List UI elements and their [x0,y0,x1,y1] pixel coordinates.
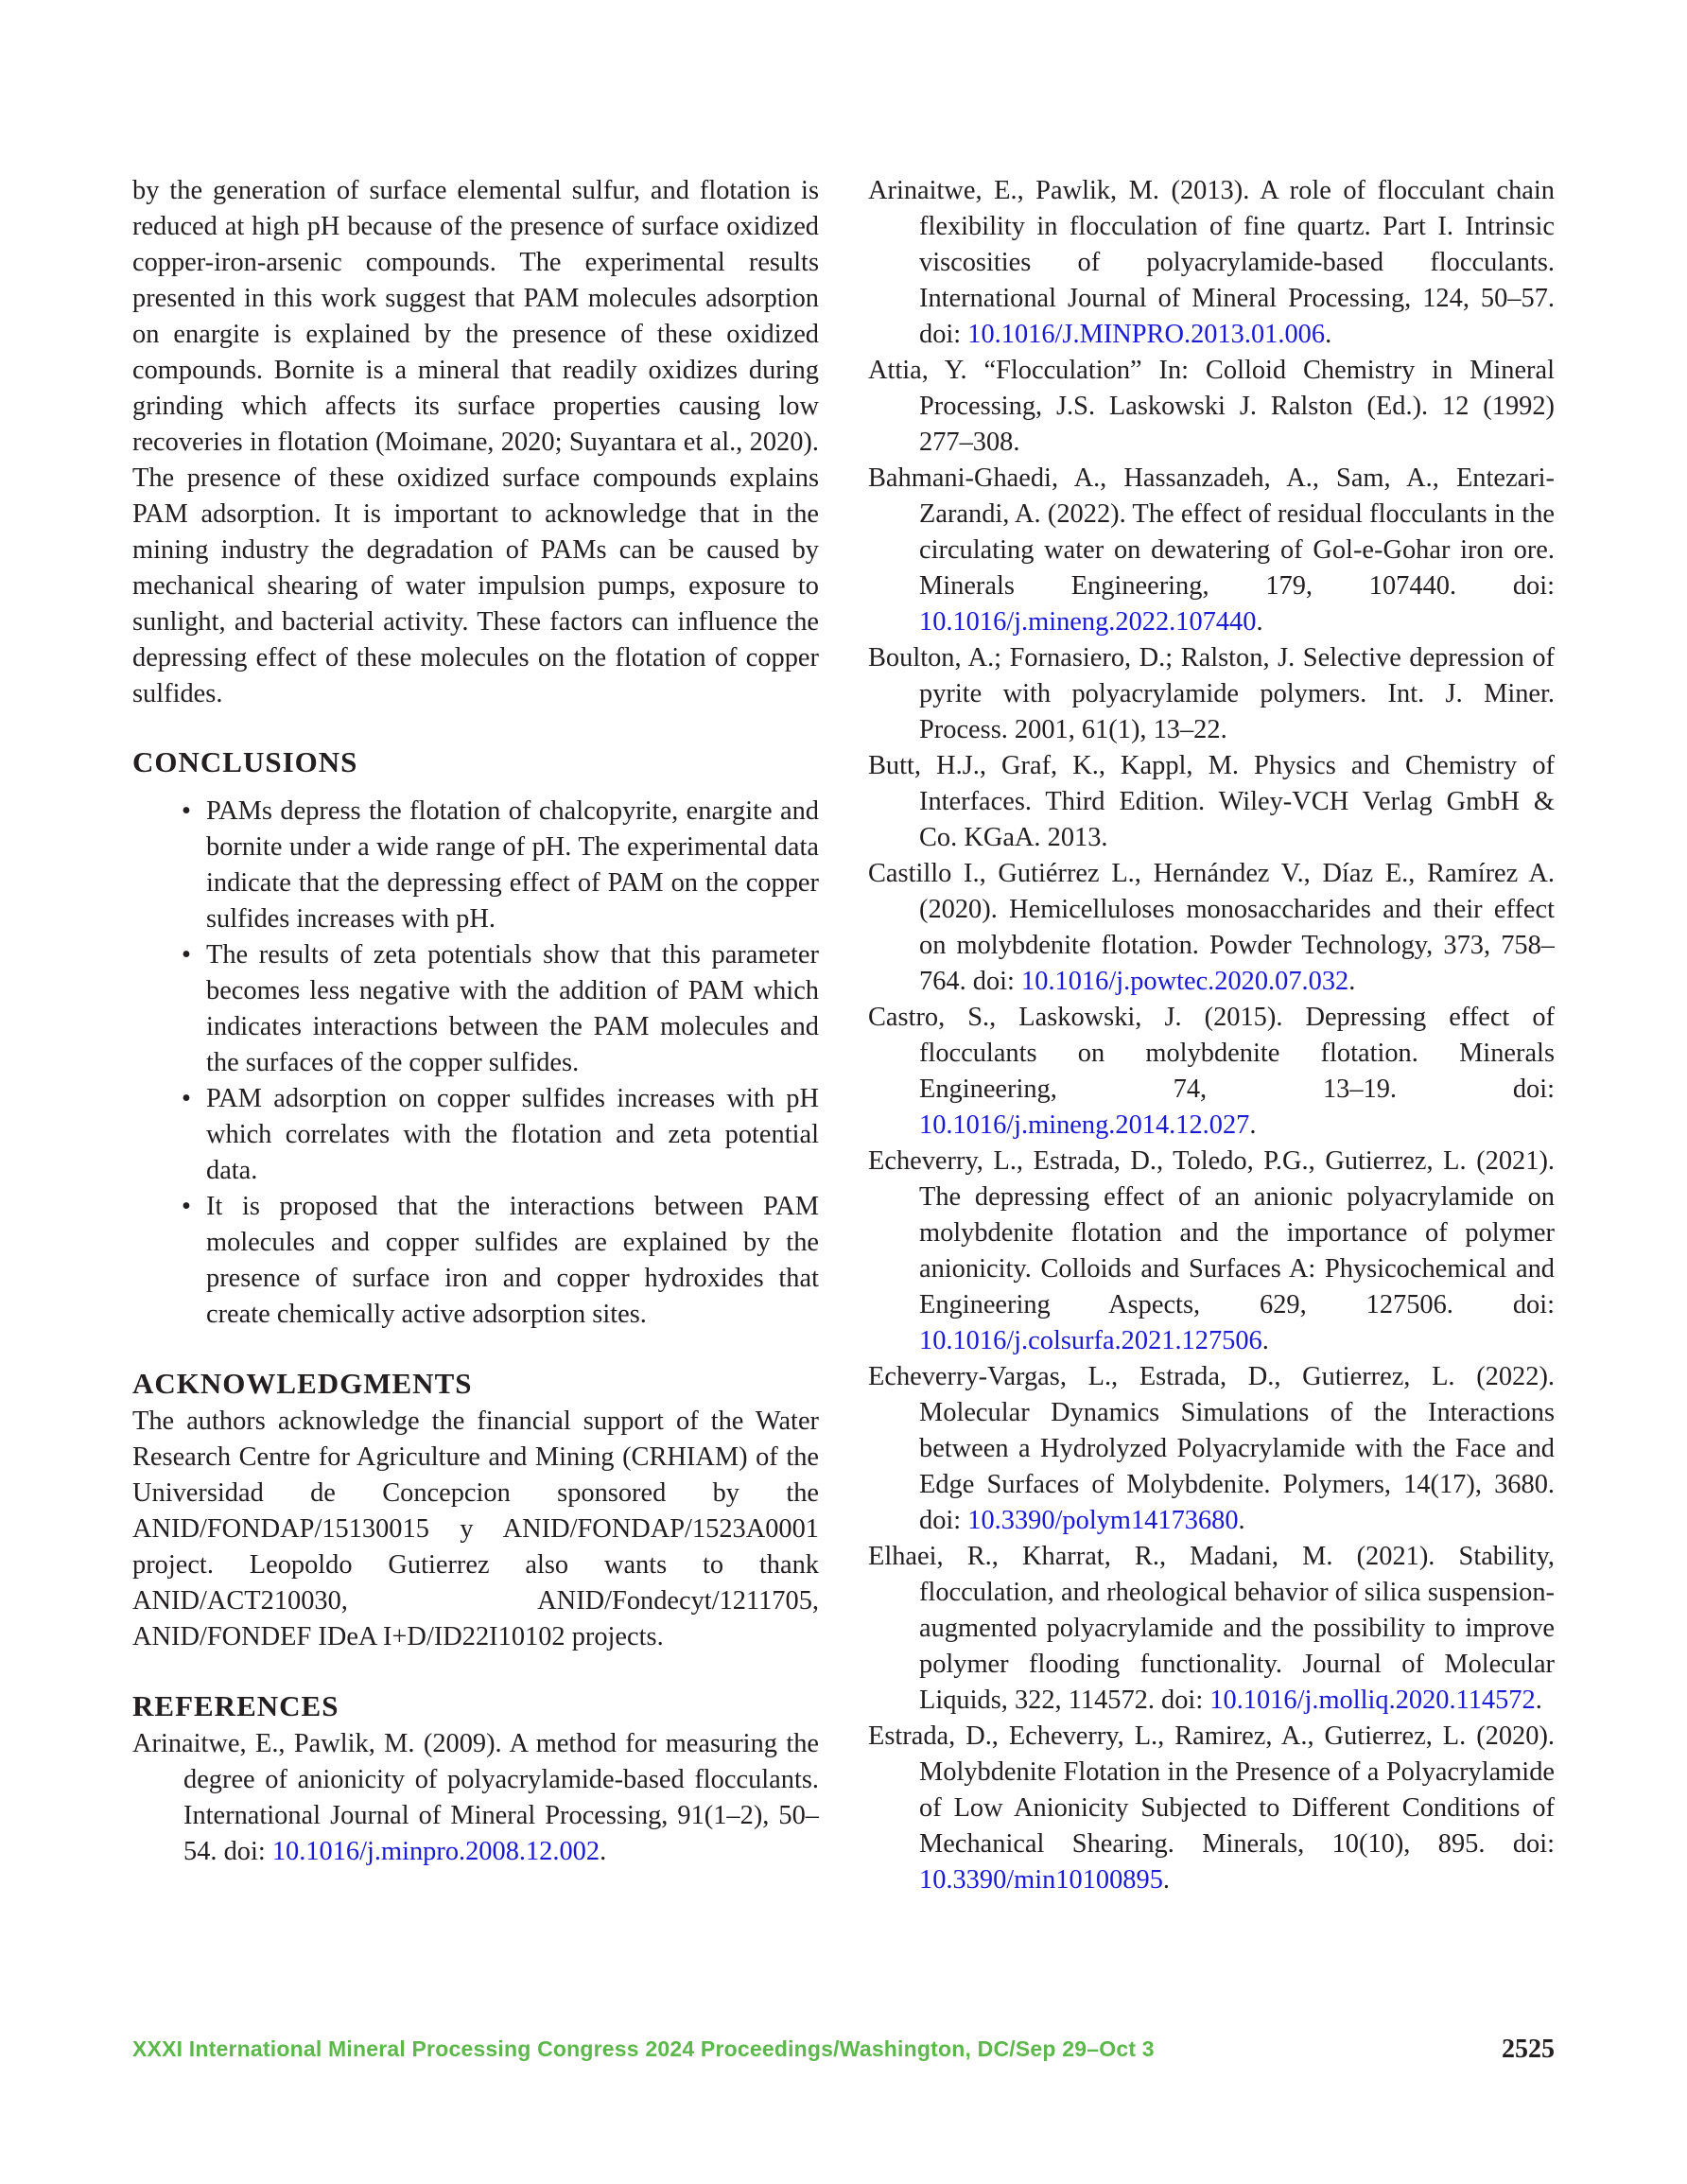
reference-tail: . [1162,1865,1170,1895]
doi-link[interactable]: 10.1016/j.minpro.2008.12.002 [271,1837,600,1866]
conclusion-item [132,1189,819,1333]
conclusion-text: It is proposed that the interactions between PAM molecules and copper sulfides are explained by the presence of surface iron and copper hydroxides that create chemically active adsorption sites. [206,1192,819,1329]
doi-link[interactable]: 10.3390/polym14173680 [967,1506,1239,1535]
doi-link[interactable]: 10.1016/j.mineng.2022.107440 [919,607,1257,637]
reference-text: Attia, Y. “Flocculation” In: Colloid Chemistry in Mineral Processing, J.S. Laskowski J. Ralston (Ed.). 12 (1992) 277–308. [868,356,1555,457]
reference-tail: . [600,1837,607,1866]
bullet-icon: • [182,1192,191,1221]
reference-text: Castro, S., Laskowski, J. (2015). Depressing effect of flocculants on molybdenite flotation. Minerals Engineering, 74, 13–19. doi: [868,1003,1555,1104]
conclusion-text: PAMs depress the flotation of chalcopyrite, enargite and bornite under a wide range of pH. The experimental data indicate that the depressing effect of PAM on the copper sulfides increases with pH. [206,796,819,934]
reference-entry [868,173,1555,353]
conclusion-item [132,1081,819,1189]
reference-text: Echeverry, L., Estrada, D., Toledo, P.G., Gutierrez, L. (2021). The depressing effect of an anionic polyacrylamide on molybdenite flotation and the importance of polymer anionicity. Colloids and Surfaces A: Physicochemical and Engineering Aspects, 629, 127506. doi: [868,1146,1555,1319]
reference-tail: . [1256,607,1263,637]
conclusion-item [132,937,819,1081]
reference-text: Bahmani-Ghaedi, A., Hassanzadeh, A., Sam, A., Entezari-Zarandi, A. (2022). The effect of residual flocculants in the circulating water on dewatering of Gol-e-Gohar iron ore. Minerals Engineering, 179, 107440. doi: [868,463,1555,601]
reference-text: Butt, H.J., Graf, K., Kappl, M. Physics and Chemistry of Interfaces. Third Edition. Wiley-VCH Verlag GmbH & Co. KGaA. 2013. [868,751,1555,852]
bullet-icon: • [182,1084,191,1113]
bullet-icon: • [182,796,191,826]
section-heading-acknowledgments: ACKNOWLEDGMENTS [132,1367,473,1400]
reference-entry [868,1144,1555,1359]
doi-link[interactable]: 10.1016/j.colsurfa.2021.127506 [919,1326,1262,1355]
reference-text: Estrada, D., Echeverry, L., Ramirez, A., Gutierrez, L. (2020). Molybdenite Flotation in the Presence of a Polyacrylamide of Low Anionicity Subjected to Different Conditions of Mechanical Shearing. Minerals, 10(10), 895. doi: [868,1721,1555,1859]
reference-tail: . [1348,967,1356,996]
reference-entry [868,640,1555,748]
reference-tail: . [1325,320,1332,349]
section-heading-references: REFERENCES [132,1689,339,1722]
reference-text: Elhaei, R., Kharrat, R., Madani, M. (2021). Stability, flocculation, and rheological behavior of silica suspension-augmented polyacrylamide and the possibility to improve polymer flooding functionality. Journal of Molecular Liquids, 322, 114572. doi: [868,1542,1555,1715]
left-column [132,173,819,1870]
body-paragraph: by the generation of surface elemental sulfur, and flotation is reduced at high pH because of the presence of surface oxidized copper-iron-arsenic compounds. The experimental results presented in this work suggest that PAM molecules adsorption on enargite is explained by the presence of these oxidized compounds. Bornite is a mineral that readily oxidizes during grinding which affects its surface properties causing low recoveries in flotation (Moimane, 2020; Suyantara et al., 2020). The presence of these oxidized surface compounds explains PAM adsorption. It is important to acknowledge that in the mining industry the degradation of PAMs can be caused by mechanical shearing of water impulsion pumps, exposure to sunlight, and bacterial activity. These factors can influence the depressing effect of these molecules on the flotation of copper sulfides. [132,176,819,708]
reference-text: Castillo I., Gutiérrez L., Hernández V., Díaz E., Ramírez A. (2020). Hemicelluloses monosaccharides and their effect on molybdenite flotation. Powder Technology, 373, 758–764. doi: [868,859,1555,996]
doi-link[interactable]: 10.1016/j.powtec.2020.07.032 [1021,967,1349,996]
right-column [868,173,1555,1898]
bullet-icon: • [182,940,191,970]
reference-tail: . [1249,1110,1257,1140]
doi-link[interactable]: 10.1016/J.MINPRO.2013.01.006 [967,320,1326,349]
reference-entry [868,1359,1555,1539]
footer-conference-title: XXXI International Mineral Processing Congress 2024 Proceedings/Washington, DC/Sep 29–Oct 3 [132,2036,1155,2061]
page-number: 2525 [1502,2035,1555,2064]
conclusion-text: PAM adsorption on copper sulfides increases with pH which correlates with the flotation and zeta potential data. [206,1084,819,1185]
reference-text: Echeverry-Vargas, L., Estrada, D., Gutierrez, L. (2022). Molecular Dynamics Simulations of the Interactions between a Hydrolyzed Polyacrylamide with the Face and Edge Surfaces of Molybdenite. Polymers, 14(17), 3680. doi: [868,1362,1555,1535]
reference-tail: . [1535,1686,1542,1715]
page-footer [132,2036,1555,2070]
reference-text: Arinaitwe, E., Pawlik, M. (2009). A method for measuring the degree of anionicity of polyacrylamide-based flocculants. International Journal of Mineral Processing, 91(1–2), 50–54. doi: [132,1729,819,1866]
conclusion-text: The results of zeta potentials show that this parameter becomes less negative with the addition of PAM which indicates interactions between the PAM molecules and the surfaces of the copper sulfides. [206,940,819,1077]
reference-text: Boulton, A.; Fornasiero, D.; Ralston, J. Selective depression of pyrite with polyacrylamide polymers. Int. J. Miner. Process. 2001, 61(1), 13–22. [868,643,1555,744]
reference-entry [868,1000,1555,1144]
reference-entry [868,856,1555,1000]
reference-entry [868,748,1555,856]
acknowledgments-paragraph: The authors acknowledge the financial support of the Water Research Centre for Agriculture and Mining (CRHIAM) of the Universidad de Concepcion sponsored by the ANID/FONDAP/15130015 y ANID/FONDAP/1523A0001 project. Leopoldo Gutierrez also wants to thank ANID/ACT210030, ANID/Fondecyt/1211705, ANID/FONDEF IDeA I+D/ID22I10102 projects. [132,1406,819,1651]
reference-text: Arinaitwe, E., Pawlik, M. (2013). A role of flocculant chain flexibility in flocculation of fine quartz. Part I. Intrinsic viscosities of polyacrylamide-based flocculants. International Journal of Mineral Processing, 124, 50–57. doi: [868,176,1555,349]
reference-tail: . [1261,1326,1269,1355]
conclusion-item [132,794,819,937]
reference-entry [868,1539,1555,1719]
conclusions-list [132,794,819,1333]
reference-entry [868,461,1555,640]
section-heading-conclusions: CONCLUSIONS [132,745,358,778]
reference-entry [868,353,1555,461]
doi-link[interactable]: 10.1016/j.mineng.2014.12.027 [919,1110,1250,1140]
doi-link[interactable]: 10.3390/min10100895 [919,1865,1163,1895]
reference-entry [868,1719,1555,1898]
reference-entry [132,1726,819,1870]
reference-tail: . [1238,1506,1245,1535]
doi-link[interactable]: 10.1016/j.molliq.2020.114572 [1209,1686,1536,1715]
